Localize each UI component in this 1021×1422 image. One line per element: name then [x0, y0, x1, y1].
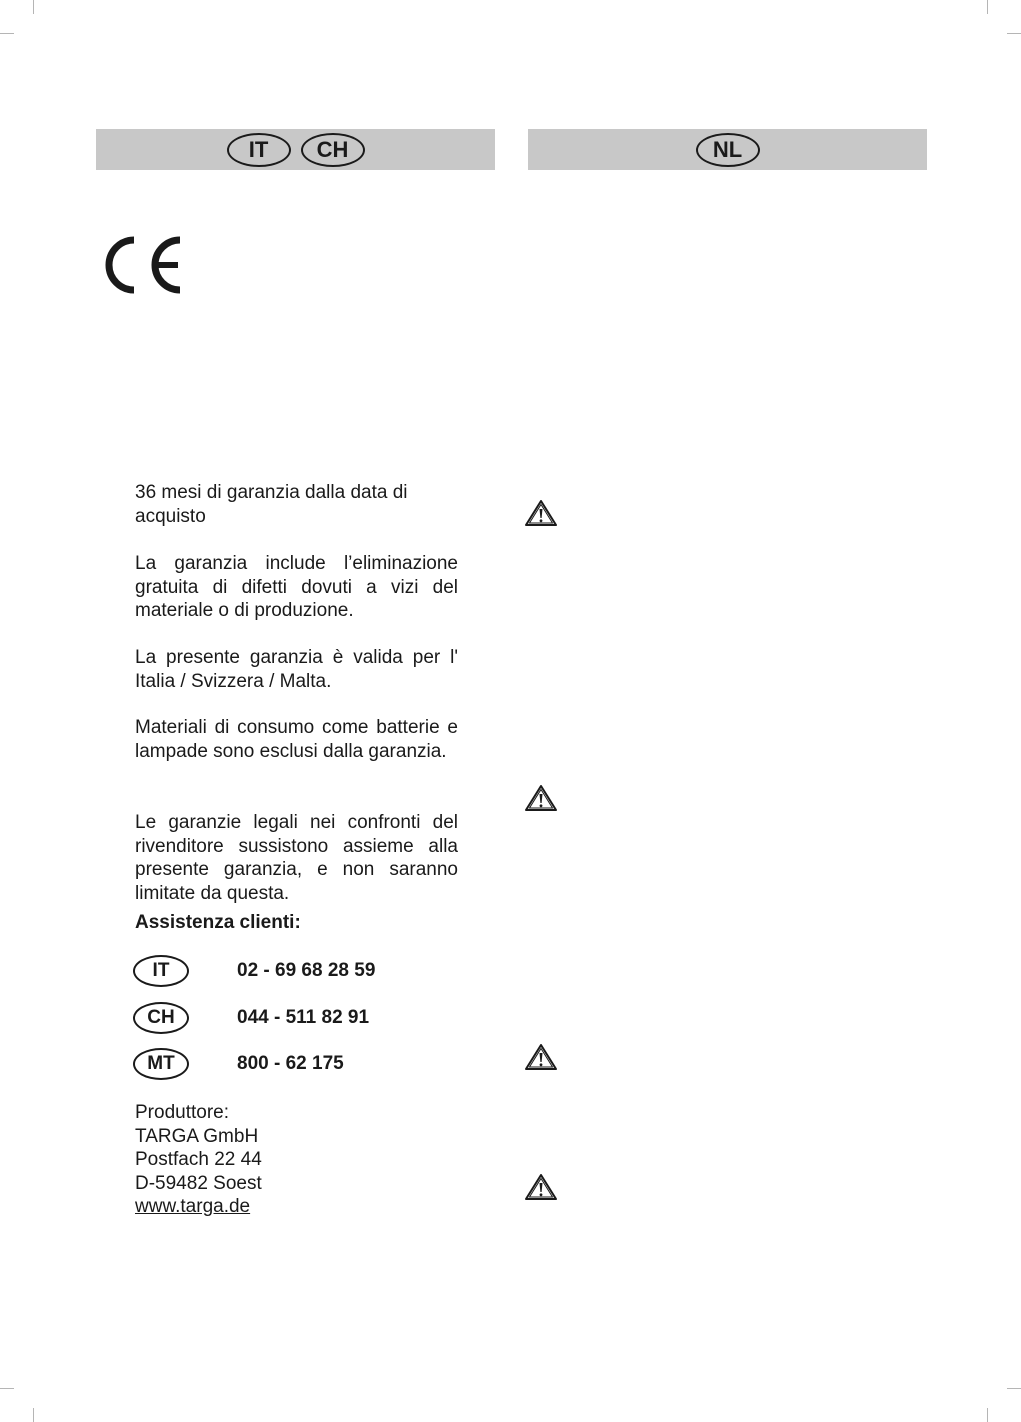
- producer-postbox: Postfach 22 44: [135, 1149, 262, 1170]
- crop-mark: [0, 1388, 14, 1389]
- crop-mark: [1007, 33, 1021, 34]
- crop-mark: [33, 1408, 34, 1422]
- warning-triangle-icon: [524, 1173, 558, 1201]
- producer-company: TARGA GmbH: [135, 1125, 259, 1147]
- ce-mark-icon: [100, 234, 184, 296]
- warranty-validity: La presente garanzia è valida per l' Italia / Svizzera / Malta.: [135, 647, 458, 692]
- warning-triangle-icon: [524, 499, 558, 527]
- warranty-legal: Le garanzie legali nei confronti del rivenditore sussistono assieme alla presente garanzia, e non saranno limitate da questa.: [135, 812, 458, 904]
- warning-triangle-icon: [524, 1043, 558, 1071]
- warranty-duration: 36 mesi di garanzia dalla data di acquisto: [135, 482, 408, 527]
- warning-triangle-icon: [524, 784, 558, 812]
- phone-number: 044 - 511 82 91: [237, 1007, 370, 1028]
- crop-mark: [1007, 1388, 1021, 1389]
- hotline-row-mt: [133, 1048, 344, 1080]
- country-badge: MT: [133, 1048, 189, 1080]
- hotline-row-ch: [133, 1002, 369, 1034]
- producer-website-link[interactable]: www.targa.de: [135, 1196, 251, 1217]
- language-header-left: [96, 129, 495, 170]
- producer-address: [135, 1101, 262, 1219]
- crop-mark: [33, 0, 34, 14]
- country-badge-nl: NL: [696, 133, 760, 167]
- phone-number: 800 - 62 175: [237, 1053, 344, 1074]
- hotline-row-it: [133, 955, 375, 987]
- producer-city: D-59482 Soest: [135, 1172, 262, 1194]
- country-badge: CH: [133, 1002, 189, 1034]
- producer-label: Produttore:: [135, 1102, 229, 1123]
- crop-mark: [987, 0, 988, 14]
- warranty-exclusions: Materiali di consumo come batterie e lampade sono esclusi dalla garanzia.: [135, 717, 458, 762]
- customer-service-title: Assistenza clienti:: [135, 912, 301, 933]
- phone-number: 02 - 69 68 28 59: [237, 960, 376, 981]
- crop-mark: [987, 1408, 988, 1422]
- country-badge: IT: [133, 955, 189, 987]
- country-badge-it: IT: [227, 133, 291, 167]
- crop-mark: [0, 33, 14, 34]
- warranty-coverage: La garanzia include l’eliminazione gratuita di difetti dovuti a vizi del materiale o di produzione.: [135, 553, 458, 621]
- country-badge-ch: CH: [301, 133, 365, 167]
- language-header-right: [528, 129, 927, 170]
